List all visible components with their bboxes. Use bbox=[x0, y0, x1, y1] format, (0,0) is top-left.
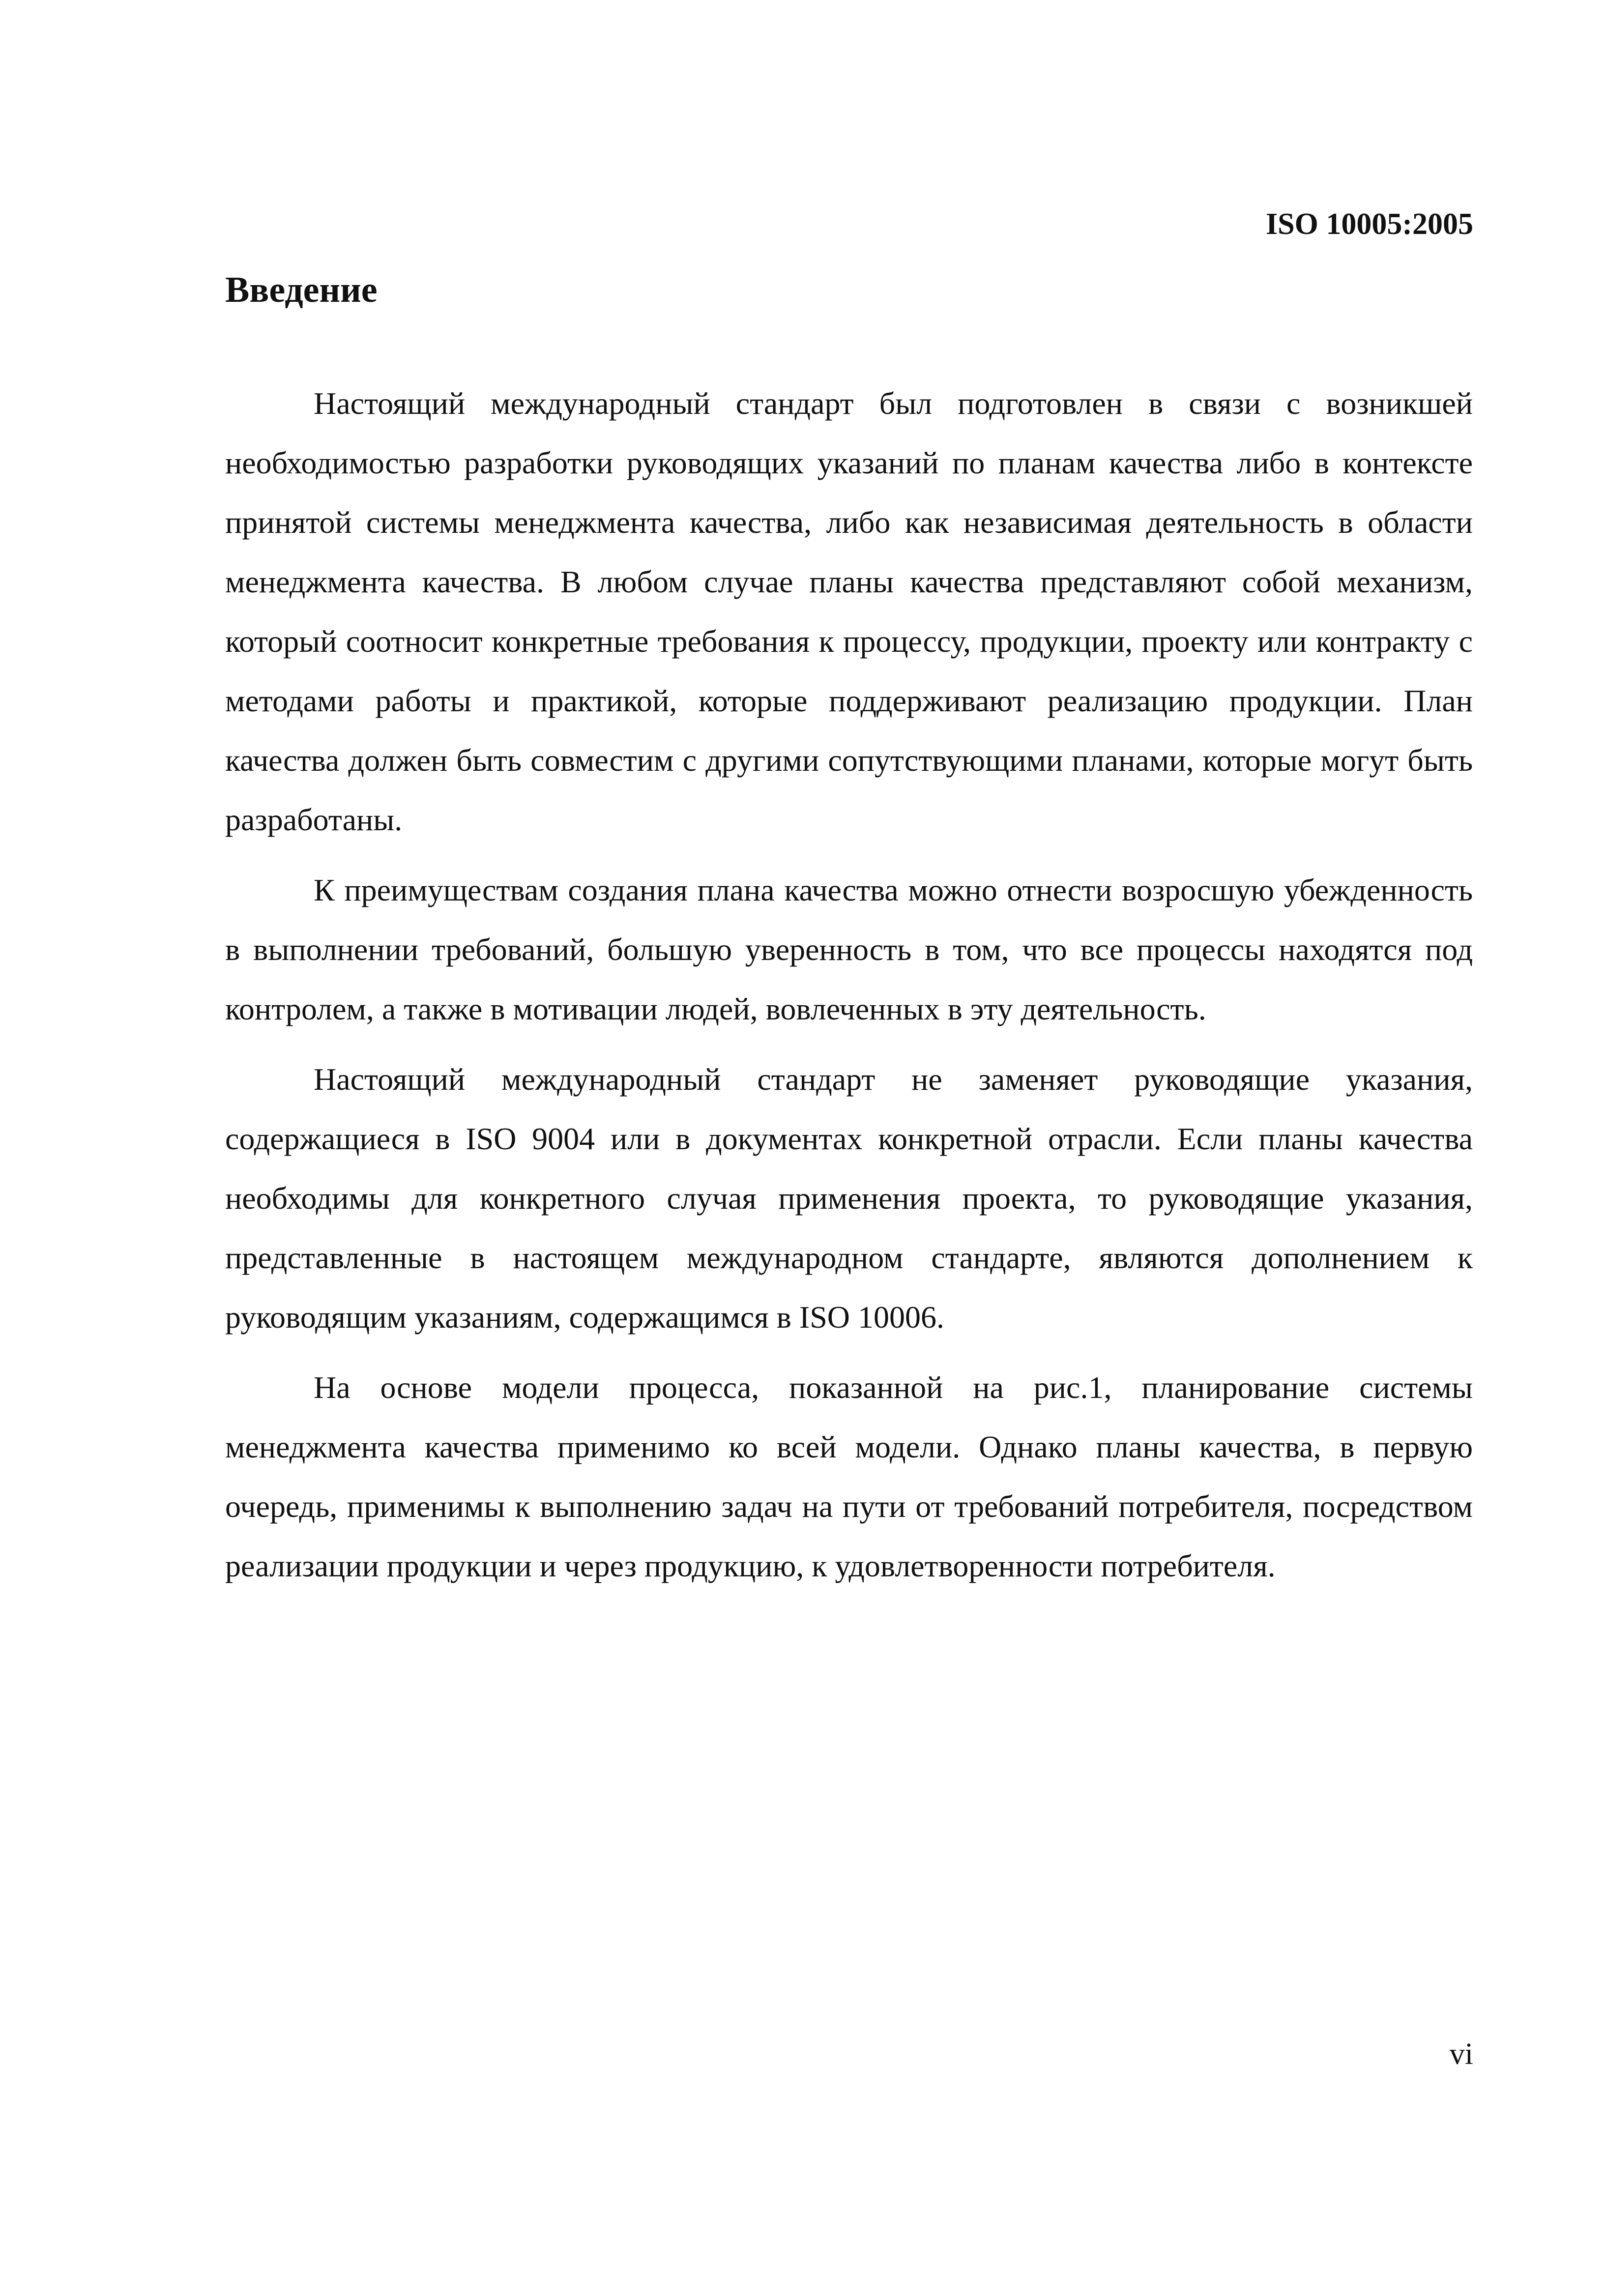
page-number: vi bbox=[1449, 2037, 1473, 2071]
document-code: ISO 10005:2005 bbox=[1266, 207, 1473, 241]
paragraph: На основе модели процесса, показанной на рис.1, планирование системы менеджмента качества применимо ко всей модели. Однако планы качества, в первую очередь, применимы к выполнению задач на пути от требований потребителя, посредством реализации продукции и через продукцию, к удовлетворенности потребителя. bbox=[225, 1370, 1473, 1583]
paragraph: Настоящий международный стандарт был подготовлен в связи с возникшей необходимостью разработки руководящих указаний по планам качества либо в контексте принятой системы менеджмента качества, либо как независимая деятельность в области менеджмента качества. В любом случае планы качества представляют собой механизм, который соотносит конкретные требования к процессу, продукции, проекту или контракту с методами работы и практикой, которые поддерживают реализацию продукции. План качества должен быть совместим с другими сопутствующими планами, которые могут быть разработаны. bbox=[225, 386, 1473, 837]
section-title: Введение bbox=[225, 270, 378, 310]
paragraph: Настоящий международный стандарт не заменяет руководящие указания, содержащиеся в ISO 9004 или в документах конкретной отрасли. Если планы качества необходимы для конкретного случая применения проекта, то руководящие указания, представленные в настоящем международном стандарте, являются дополнением к руководящим указаниям, содержащимся в ISO 10006. bbox=[225, 1062, 1473, 1335]
body-text bbox=[225, 374, 1473, 1606]
paragraph: К преимуществам создания плана качества можно отнести возросшую убежденность в выполнении требований, большую уверенность в том, что все процессы находятся под контролем, а также в мотивации людей, вовлеченных в эту деятельность. bbox=[225, 872, 1473, 1026]
